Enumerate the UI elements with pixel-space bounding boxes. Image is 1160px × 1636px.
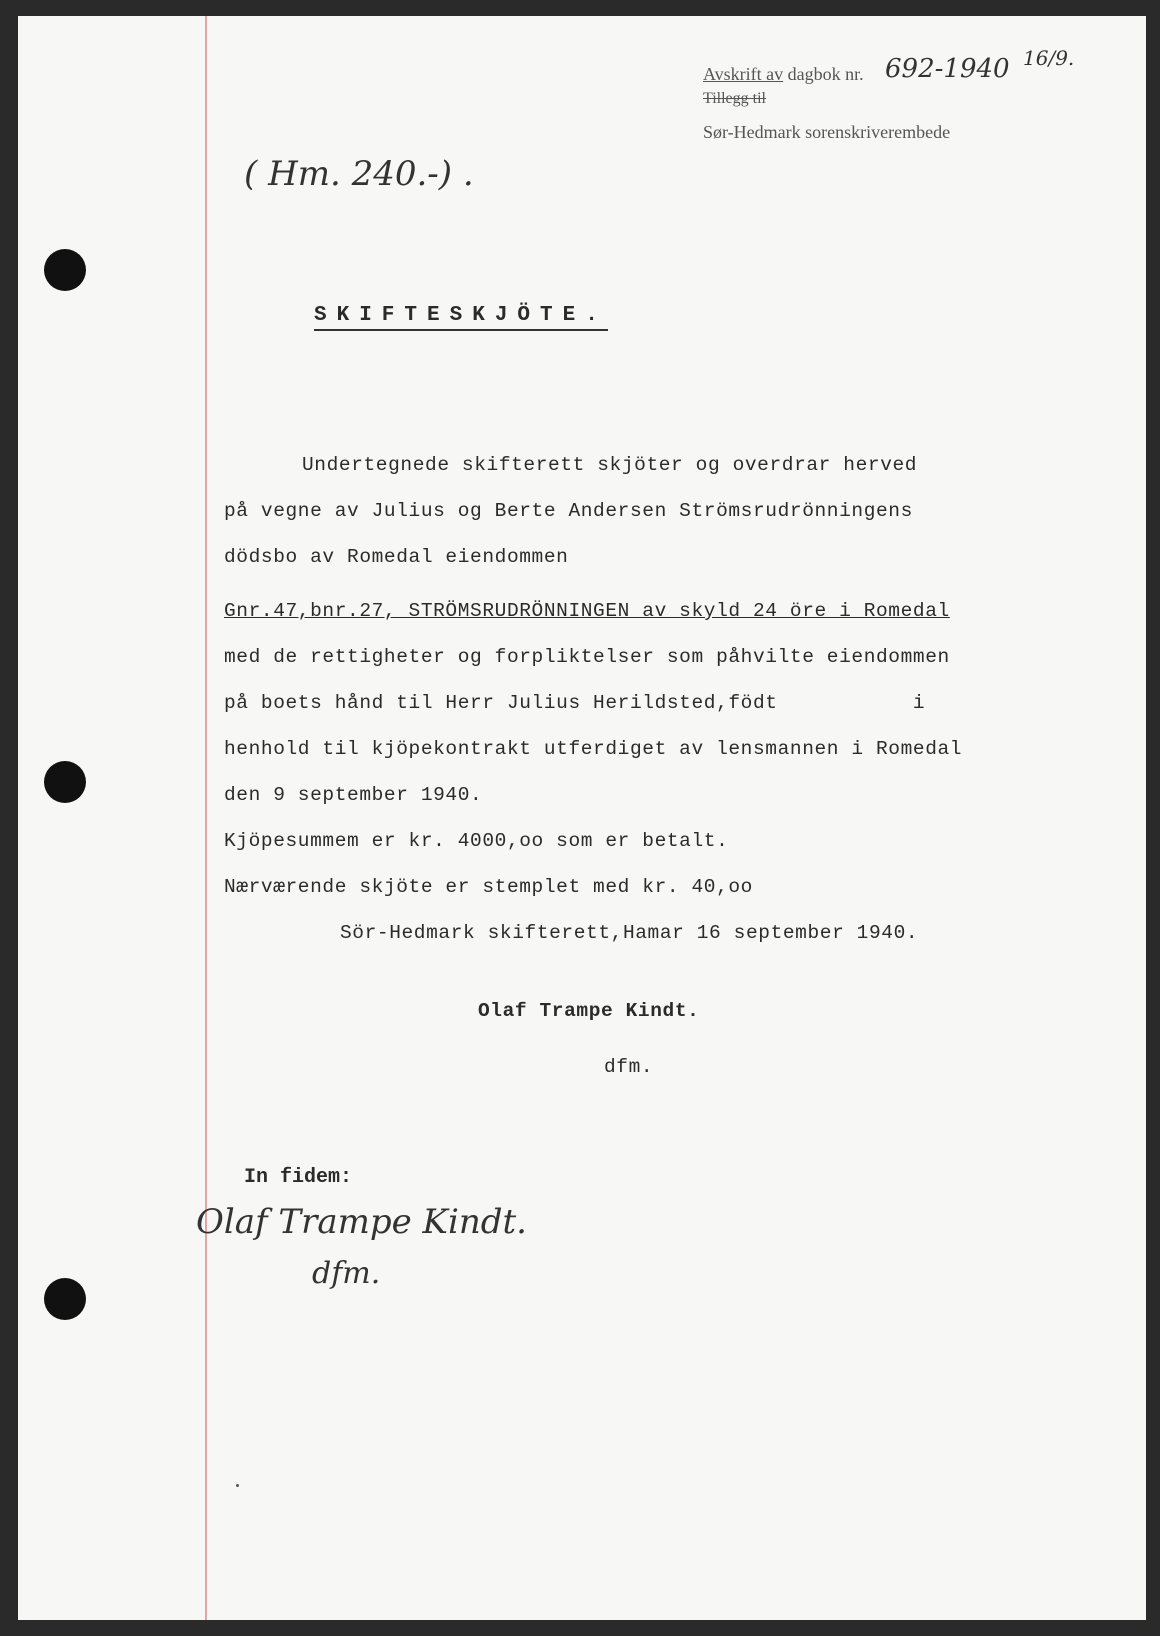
- punch-hole: [44, 761, 86, 803]
- document-page: [18, 16, 1146, 1620]
- place-date-line: Sör-Hedmark skifterett,Hamar 16 september 1940.: [340, 922, 919, 944]
- typed-signature-name: Olaf Trampe Kindt.: [478, 1000, 700, 1022]
- handwritten-signature-title: dfm.: [312, 1256, 381, 1291]
- handwritten-annotation: ( Hm. 240.-) .: [244, 154, 474, 194]
- handwritten-date: 16/9.: [1023, 46, 1075, 70]
- body-line: Kjöpesummem er kr. 4000,oo som er betalt.: [224, 830, 729, 852]
- body-line: Nærværende skjöte er stemplet med kr. 40,oo: [224, 876, 753, 898]
- document-title: SKIFTESKJÖTE.: [314, 304, 608, 331]
- stamp-office: Sør-Hedmark sorenskriverembede: [703, 122, 951, 142]
- body-line: dödsbo av Romedal eiendommen: [224, 546, 569, 568]
- punch-hole: [44, 249, 86, 291]
- ink-mark: [236, 1484, 239, 1487]
- in-fidem-label: In fidem:: [244, 1166, 353, 1189]
- stamp-tillegg-label: Tillegg til: [703, 90, 766, 107]
- stamp-line-avskrift: [703, 64, 864, 85]
- body-line: den 9 september 1940.: [224, 784, 483, 806]
- handwritten-journal-number: 692-1940: [885, 54, 1010, 84]
- margin-line: [205, 16, 207, 1620]
- body-line: henhold til kjöpekontrakt utferdiget av lensmannen i Romedal: [224, 738, 963, 760]
- property-line: Gnr.47,bnr.27, STRÖMSRUDRÖNNINGEN av skyld 24 öre i Romedal: [224, 600, 950, 622]
- typed-signature-title: dfm.: [604, 1056, 654, 1078]
- body-line: med de rettigheter og forpliktelser som påhvilte eiendommen: [224, 646, 950, 668]
- body-line: på boets hånd til Herr Julius Herildsted,födt i: [224, 692, 926, 714]
- stamp-dagbok-label: dagbok nr.: [787, 64, 864, 84]
- punch-hole: [44, 1278, 86, 1320]
- stamp-avskrift-label: Avskrift av: [703, 64, 784, 84]
- body-line: på vegne av Julius og Berte Andersen Strömsrudrönningens: [224, 500, 913, 522]
- handwritten-signature: Olaf Trampe Kindt.: [196, 1202, 527, 1242]
- body-line: Undertegnede skifterett skjöter og overdrar herved: [302, 454, 918, 476]
